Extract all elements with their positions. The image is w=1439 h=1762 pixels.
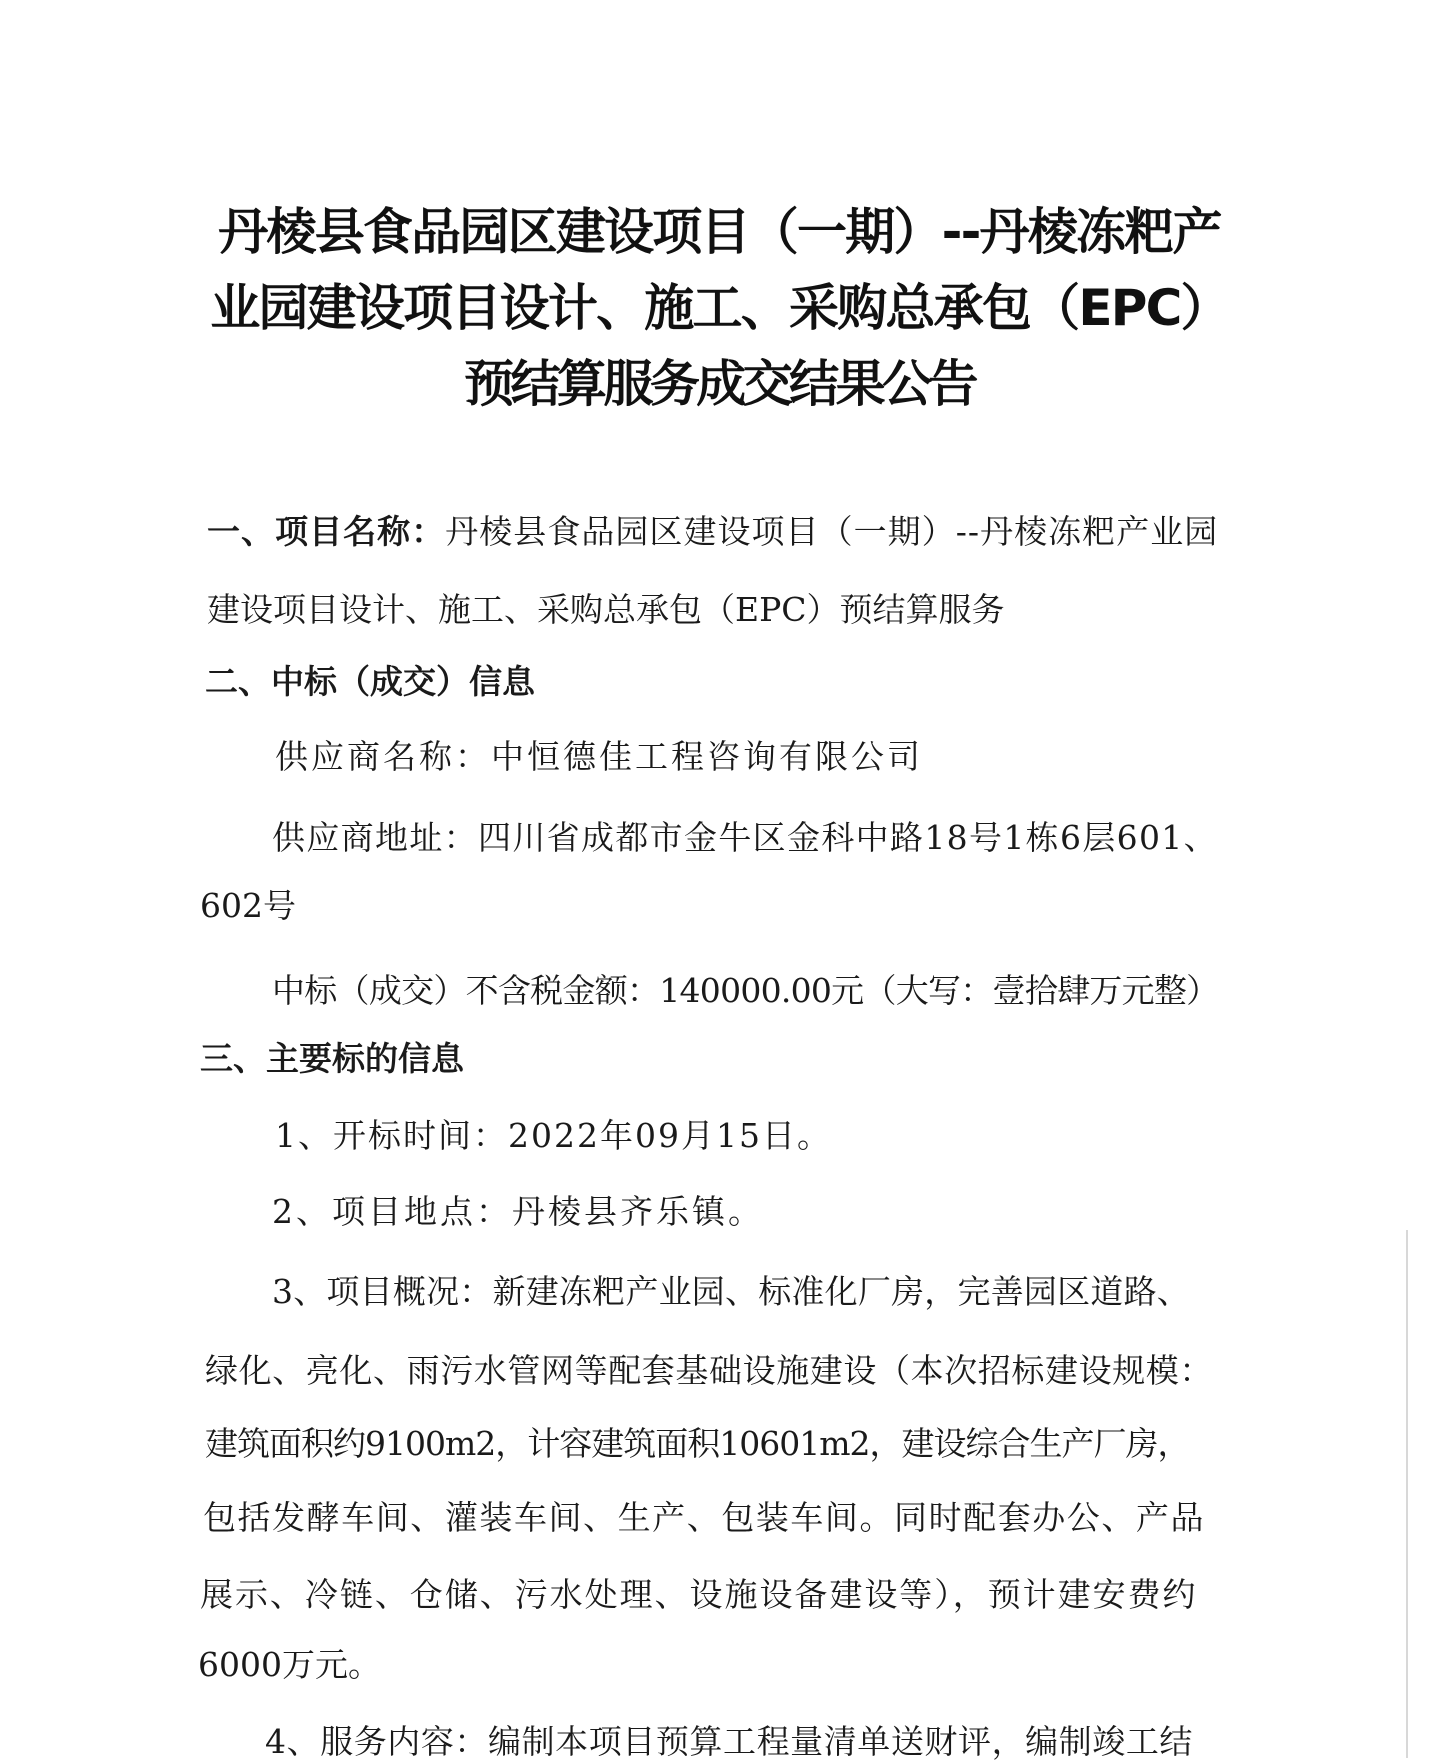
project-location: 2、项目地点：丹棱县齐乐镇。	[272, 1192, 764, 1231]
project-overview-line-4: 包括发酵车间、灌装车间、生产、包装车间。同时配套办公、产品	[203, 1498, 1205, 1537]
section-2-heading: 二、中标（成交）信息	[205, 662, 535, 701]
section-3-heading: 三、主要标的信息	[200, 1039, 464, 1078]
title-line-2: 业园建设项目设计、施工、采购总承包（EPC）	[210, 279, 1229, 337]
supplier-address-line-1: 供应商地址：四川省成都市金牛区金科中路18号1栋6层601、	[272, 818, 1218, 857]
project-overview-line-3: 建筑面积约9100m2，计容建筑面积10601m2，建设综合生产厂房，	[205, 1424, 1190, 1463]
project-overview-line-5: 展示、冷链、仓储、污水处理、设施设备建设等），预计建安费约	[200, 1575, 1198, 1614]
project-overview-line-6: 6000万元。	[198, 1645, 381, 1684]
bid-opening-time: 1、开标时间：2022年09月15日。	[275, 1116, 832, 1155]
project-overview-line-1: 3、项目概况：新建冻粑产业园、标准化厂房，完善园区道路、	[272, 1272, 1190, 1311]
title-line-3: 预结算服务成交结果公告	[464, 355, 975, 413]
supplier-address-line-2: 602号	[200, 886, 296, 925]
service-content-line-1: 4、服务内容：编制本项目预算工程量清单送财评，编制竣工结	[265, 1722, 1193, 1761]
scan-edge-line	[1406, 1230, 1408, 1758]
supplier-name: 供应商名称：中恒德佳工程咨询有限公司	[275, 737, 923, 776]
award-amount: 中标（成交）不含税金额：140000.00元（大写：壹拾肆万元整）	[272, 971, 1219, 1010]
project-name-text: 丹棱县食品园区建设项目（一期）--丹棱冻粑产业园	[445, 512, 1219, 551]
project-name-line-1	[207, 512, 1218, 552]
title-line-1: 丹棱县食品园区建设项目（一期）--丹棱冻粑产	[218, 203, 1221, 261]
section-1-heading: 一、项目名称：	[207, 512, 446, 551]
project-overview-line-2: 绿化、亮化、雨污水管网等配套基础设施建设（本次招标建设规模：	[205, 1351, 1213, 1390]
project-name-line-2: 建设项目设计、施工、采购总承包（EPC）预结算服务	[207, 590, 1005, 629]
